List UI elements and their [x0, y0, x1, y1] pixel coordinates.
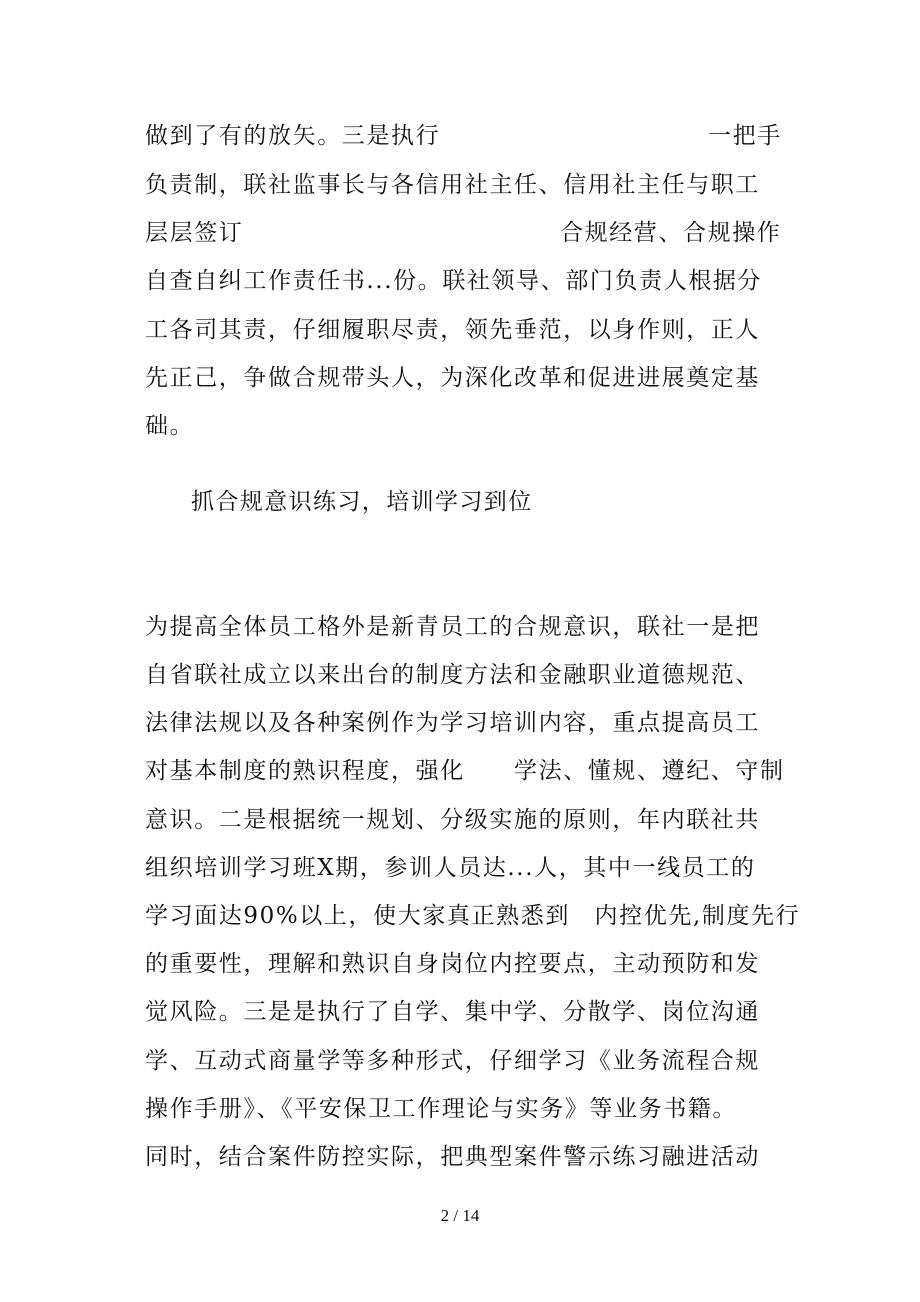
paragraph2-line: 学习面达90%以上，使大家真正熟悉到 内控优先,制度先行: [145, 903, 801, 929]
paragraph2-line: 组织培训学习班X期，参训人员达...人，其中一线员工的: [145, 855, 756, 881]
paragraph1-line1-start: 做到了有的放矢。三是执行: [145, 123, 441, 149]
paragraph2-line: 自省联社成立以来出台的制度方法和金融职业道德规范、: [145, 662, 760, 688]
paragraph1-line3-end: 合规经营、合规操作: [560, 220, 782, 246]
paragraph2-line: 学、互动式商量学等多种形式，仔细学习《业务流程合规: [145, 1048, 760, 1074]
paragraph1-line1-end: 一把手: [708, 123, 782, 149]
paragraph1-line4: 自查自纠工作责任书...份。联社领导、部门负责人根据分: [145, 268, 763, 294]
paragraph2-line: 对基本制度的熟识程度，强化 学法、懂规、遵纪、守制: [145, 758, 785, 784]
paragraph1-line3-start: 层层签订: [145, 220, 244, 246]
page-number: 2 / 14: [440, 1206, 480, 1225]
paragraph1-line5: 工各司其责，仔细履职尽责，领先垂范，以身作则，正人: [145, 317, 760, 343]
paragraph2-line: 同时，结合案件防控实际，把典型案件警示练习融进活动: [145, 1144, 760, 1170]
paragraph1-line7: 础。: [145, 413, 195, 439]
paragraph1-line2: 负责制，联社监事长与各信用社主任、信用社主任与职工: [145, 172, 760, 198]
paragraph1-line6: 先正己，争做合规带头人，为深化改革和促进进展奠定基: [145, 365, 760, 391]
paragraph2-line: 为提高全体员工格外是新青员工的合规意识，联社一是把: [145, 614, 760, 640]
paragraph2-line: 的重要性，理解和熟识自身岗位内控要点，主动预防和发: [145, 951, 760, 977]
paragraph2-line: 意识。二是根据统一规划、分级实施的原则，年内联社共: [145, 807, 760, 833]
section-heading: 抓合规意识练习，培训学习到位: [191, 489, 533, 515]
paragraph2-line: 觉风险。三是是执行了自学、集中学、分散学、岗位沟通: [145, 999, 760, 1025]
paragraph2-line: 操作手册》、《平安保卫工作理论与实务》等业务书籍。: [145, 1096, 737, 1122]
paragraph2-line: 法律法规以及各种案例作为学习培训内容，重点提高员工: [145, 710, 760, 736]
